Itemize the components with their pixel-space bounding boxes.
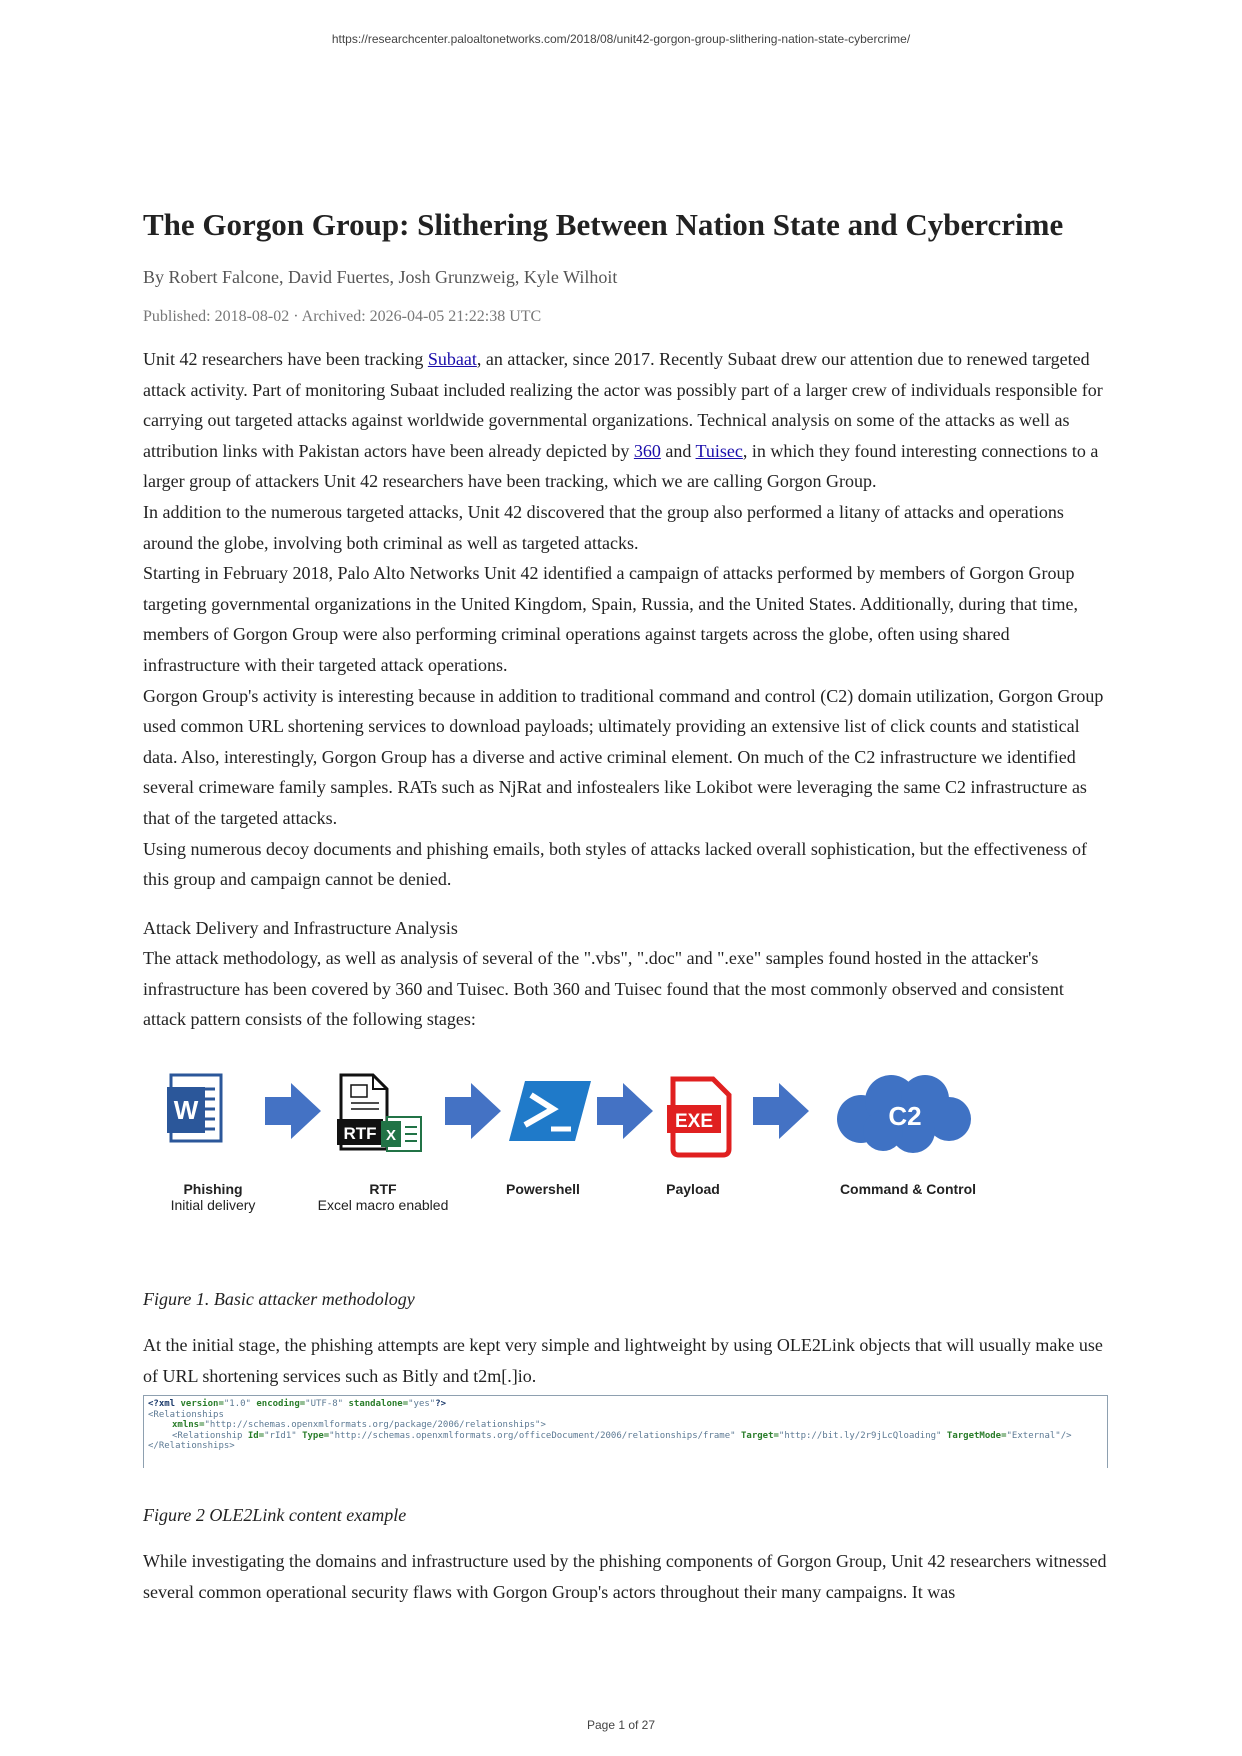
arrow-icon: [753, 1083, 809, 1139]
arrow-icon: [445, 1083, 501, 1139]
svg-text:W: W: [173, 1095, 199, 1126]
paragraph: Gorgon Group's activity is interesting because in addition to traditional command and control (C2) domain utilization, Gorgon Group used common URL shortening services to download payloads; ultimately providing an extensive list of click counts and statistical data. Also, interestingly, Gorgon Group has a diverse and active criminal element. On much of the C2 infrastructure we identified several crimeware family samples. RATs such as NjRat and infostealers like Lokibot were leveraging the same C2 infrastructure as that of the targeted attacks.: [143, 685, 1104, 828]
paragraph: In addition to the numerous targeted attacks, Unit 42 discovered that the group also performed a litany of attacks and operations around the globe, involving both criminal as well as targeted attacks.: [143, 501, 1064, 553]
link-subaat[interactable]: Subaat: [427, 349, 477, 369]
paragraph: While investigating the domains and infrastructure used by the phishing components of Gorgon Group, Unit 42 researchers witnessed several common operational security flaws with Gorgon Group's actors throughout their many campaigns. It was: [143, 1551, 1107, 1602]
excel-icon: [381, 1117, 421, 1151]
code-line: </Relationships>: [148, 1441, 235, 1452]
paragraph: The attack methodology, as well as analysis of several of the ".vbs", ".doc" and ".exe" samples found hosted in the attacker's infrastructure has been covered by 360 and Tuisec. Both 360 and Tuisec found that the most commonly observed and consistent attack pattern consists of the following stages:: [143, 948, 1064, 1030]
link-tuisec[interactable]: Tuisec: [695, 440, 743, 461]
arrow-icon: [597, 1083, 653, 1139]
code-line: <?xml version="1.0" encoding="UTF-8" standalone="yes"?>: [148, 1399, 447, 1410]
paragraph-intro: Unit 42 researchers have been tracking Subaat, an attacker, since 2017. Recently Subaat drew our attention due to renewed targeted attack activity. Part of monitoring Subaat included realizing the actor was possibly part of a larger crew of individuals responsible for carrying out targeted attacks against worldwide governmental organizations. Technical analysis on some of the attacks as well as attribution links with Pakistan actors have been already depicted by 360 and Tuisec, in which they found interesting connections to a larger group of attackers Unit 42 researchers have been tracking, which we are calling Gorgon Group.: [143, 349, 1103, 492]
rtf-document-icon: [337, 1075, 387, 1149]
byline: By Robert Falcone, David Fuertes, Josh Grunzweig, Kyle Wilhoit: [143, 267, 618, 287]
svg-text:C2: C2: [888, 1101, 922, 1132]
paragraph: Starting in February 2018, Palo Alto Networks Unit 42 identified a campaign of attacks performed by members of Gorgon Group targeting governmental organizations in the United Kingdom, Spain, Russia, and the United States. Additionally, during that time, members of Gorgon Group were also performing criminal operations against targets across the globe, often using shared infrastructure with their targeted attack operations.: [143, 563, 1079, 675]
svg-text:X: X: [385, 1127, 397, 1145]
figure-2-caption: Figure 2 OLE2Link content example: [143, 1505, 407, 1526]
ole2link-code-block: [143, 1395, 1108, 1468]
page-number: Page 1 of 27: [586, 1718, 656, 1732]
word-icon: [167, 1075, 221, 1141]
link-360[interactable]: 360: [633, 440, 661, 461]
source-url: https://researchcenter.paloaltonetworks.com/2018/08/unit42-gorgon-group-slithering-nation-state-cybercrime/: [331, 32, 911, 46]
arrow-icon: [265, 1083, 321, 1139]
article-body-2: [143, 1330, 1108, 1391]
code-line: <Relationship Id="rId1" Type="http://schemas.openxmlformats.org/officeDocument/2006/relationships/frame" Target="http://bit.ly/2r9jLcQloading" TargetMode="External"/>: [172, 1430, 1072, 1441]
stage-label-rtf: RTF Excel macro enabled: [317, 1181, 449, 1214]
cloud-c2-icon: [837, 1075, 971, 1153]
article-body: [143, 344, 1108, 1035]
figure-attack-methodology: [143, 1071, 1108, 1221]
article: [143, 204, 1108, 1607]
svg-text:EXE: EXE: [674, 1111, 714, 1133]
powershell-icon: [509, 1081, 591, 1141]
methodology-diagram: [143, 1071, 1108, 1221]
svg-text:RTF: RTF: [343, 1124, 377, 1144]
paragraph: At the initial stage, the phishing attempts are kept very simple and lightweight by using OLE2Link objects that will usually make use of URL shortening services such as Bitly and t2m[.]io.: [143, 1335, 1103, 1386]
stage-label-payload: Payload: [666, 1181, 720, 1198]
section-heading: Attack Delivery and Infrastructure Analysis: [143, 917, 458, 938]
code-line: <Relationships: [148, 1409, 224, 1420]
article-body-3: [143, 1546, 1108, 1607]
article-title: The Gorgon Group: Slithering Between Nation State and Cybercrime: [143, 207, 1064, 242]
exe-payload-icon: [667, 1079, 729, 1155]
publish-meta: Published: 2018-08-02 · Archived: 2026-04-05 21:22:38 UTC: [143, 308, 542, 325]
stage-label-powershell: Powershell: [506, 1181, 580, 1198]
figure-1-caption: Figure 1. Basic attacker methodology: [143, 1289, 415, 1310]
code-line: xmlns="http://schemas.openxmlformats.org/package/2006/relationships">: [172, 1420, 546, 1431]
stage-label-phishing: Phishing Initial delivery: [170, 1181, 256, 1214]
paragraph: Using numerous decoy documents and phishing emails, both styles of attacks lacked overall sophistication, but the effectiveness of this group and campaign cannot be denied.: [143, 838, 1087, 890]
stage-label-command-control: Command & Control: [839, 1181, 977, 1198]
